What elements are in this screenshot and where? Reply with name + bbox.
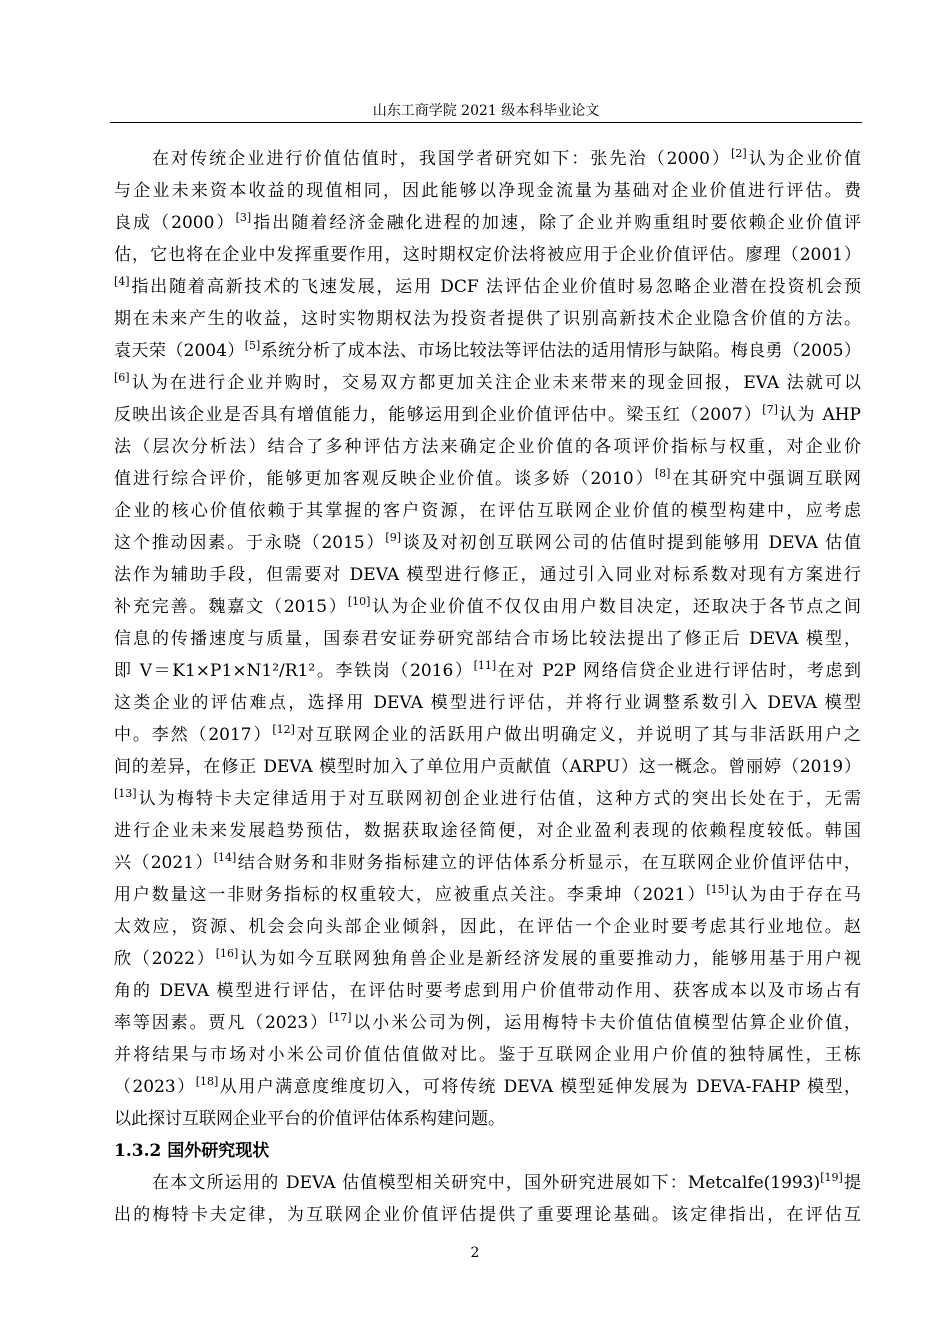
text-line: 补充完善。魏嘉文（2015）[10]认为企业价值不仅仅由用户数目决定，还取决于各节点之间 (114, 595, 862, 617)
text-line: 以此探讨互联网企业平台的价值评估体系构建问题。 (114, 1109, 505, 1129)
citation-marker: [14] (213, 851, 237, 864)
text-line: 欣（2022）[16]认为如今互联网独角兽企业是新经济发展的重要推动力，能够用基于用户视 (114, 947, 862, 969)
text-line: 法作为辅助手段，但需要对 DEVA 模型进行修正，通过引入同业对标系数对现有方案进行 (114, 565, 861, 585)
citation-marker: [17] (328, 1011, 352, 1024)
text-line: 反映出该企业是否具有增值能力，能够运用到企业价值评估中。梁玉红（2007）[7]认为 AHP (114, 403, 861, 425)
text-line: 估，它也将在企业中发挥重要作用，这时期权定价法将被应用于企业价值评估。廖理（2001） (114, 245, 861, 265)
text-line: 太效应，资源、机会会向头部企业倾斜，因此，在评估一个企业时要考虑其行业地位。赵 (114, 917, 861, 937)
text-line: 在本文所运用的 DEVA 估值模型相关研究中，国外研究进展如下：Metcalfe(1993)[19]提 (152, 1171, 861, 1193)
header-title: 山东工商学院 2021 级本科毕业论文 (372, 103, 600, 119)
citation-marker: [9] (385, 531, 402, 544)
citation-marker: [6] (114, 371, 130, 384)
section-heading (114, 1139, 269, 1163)
citation-marker: [8] (654, 467, 671, 480)
citation-marker: [12] (272, 723, 295, 736)
text-line: 企业的核心价值依赖于其掌握的客户资源，在评估互联网企业价值的模型构建中，应考虑 (114, 501, 861, 521)
text-line: 这类企业的评估难点，选择用 DEVA 模型进行评估，并将行业调整系数引入 DEVA 模型 (114, 693, 861, 713)
text-line: 用户数量这一非财务指标的权重较大，应被重点关注。李秉坤（2021）[15]认为由于存在马 (114, 883, 862, 905)
text-line: 在对传统企业进行价值估值时，我国学者研究如下：张先治（2000）[2]认为企业价值 (152, 147, 862, 169)
text-line: 率等因素。贾凡（2023）[17]以小米公司为例，运用梅特卡夫价值估值模型估算企业价值， (114, 1011, 861, 1033)
citation-marker: [19] (820, 1171, 843, 1184)
citation-marker: [10] (347, 595, 371, 608)
text-line: 法（层次分析法）结合了多种评估方法来确定企业价值的各项评价指标与权重，对企业价 (114, 437, 861, 457)
text-line: 信息的传播速度与质量，国泰君安证券研究部结合市场比较法提出了修正后 DEVA 模型， (114, 629, 861, 649)
section-number: 1.3.2 (114, 1141, 162, 1161)
text-line: 即 V＝K1×P1×N1²/R1²。李铁岗（2016）[11]在对 P2P 网络信贷企业进行评估时，考虑到 (114, 659, 861, 681)
text-line: 值进行综合评价，能够更加客观反映企业价值。谈多娇（2010）[8]在其研究中强调互联网 (114, 467, 862, 489)
text-line: 兴（2021）[14]结合财务和非财务指标建立的评估体系分析显示，在互联网企业价值评估中， (114, 851, 862, 873)
header-rule (110, 122, 862, 123)
text-line: 袁天荣（2004）[5]系统分析了成本法、市场比较法等评估法的适用情形与缺陷。梅良勇（2005） (114, 339, 862, 361)
text-line: [13]认为梅特卡夫定律适用于对互联网初创企业进行估值，这种方式的突出长处在于，无需 (114, 787, 861, 809)
citation-marker: [7] (762, 403, 778, 416)
citation-marker: [3] (235, 211, 252, 224)
text-line: [4]指出随着高新技术的飞速发展，运用 DCF 法评估企业价值时易忽略企业潜在投资机会预 (114, 275, 861, 297)
text-line: 进行企业未来发展趋势预估，数据获取途径简便，对企业盈利表现的依赖程度较低。韩国 (114, 821, 861, 841)
text-line: 并将结果与市场对小米公司价值估值做对比。鉴于互联网企业用户价值的独特属性，王栋 (114, 1045, 861, 1065)
citation-marker: [4] (114, 275, 130, 288)
citation-marker: [15] (706, 883, 729, 896)
text-line: 良成（2000）[3]指出随着经济金融化进程的加速，除了企业并购重组时要依赖企业价值评 (114, 211, 862, 233)
citation-marker: [13] (114, 787, 137, 800)
text-line: 中。李然（2017）[12]对互联网企业的活跃用户做出明确定义，并说明了其与非活跃用户之 (114, 723, 862, 745)
text-line: 间的差异，在修正 DEVA 模型时加入了单位用户贡献值（ARPU）这一概念。曾丽婷（2019） (114, 757, 861, 777)
text-line: 这个推动因素。于永晓（2015）[9]谈及对初创互联网公司的估值时提到能够用 DEVA 估值 (114, 531, 861, 553)
text-line: （2023）[18]从用户满意度维度切入，可将传统 DEVA 模型延伸发展为 DEVA-FAHP 模型， (114, 1075, 861, 1097)
citation-marker: [18] (195, 1075, 219, 1088)
citation-marker: [5] (244, 339, 261, 352)
text-line: 出的梅特卡夫定律，为互联网企业价值评估提供了重要理论基础。该定律指出，在评估互 (114, 1205, 861, 1225)
page-number: 2 (470, 1245, 480, 1261)
text-line: 与企业未来资本收益的现值相同，因此能够以净现金流量为基础对企业价值进行评估。费 (114, 181, 861, 201)
text-line: 角的 DEVA 模型进行评估，在评估时要考虑到用户价值带动作用、获客成本以及市场占有 (114, 981, 861, 1001)
citation-marker: [11] (473, 659, 497, 672)
citation-marker: [2] (731, 147, 747, 160)
citation-marker: [16] (215, 947, 239, 960)
text-line: 期在未来产生的收益，这时实物期权法为投资者提供了识别高新技术企业隐含价值的方法。 (114, 309, 861, 329)
section-title: 国外研究现状 (167, 1141, 270, 1161)
text-line: [6]认为在进行企业并购时，交易双方都更加关注企业未来带来的现金回报，EVA 法就可以 (114, 371, 861, 393)
